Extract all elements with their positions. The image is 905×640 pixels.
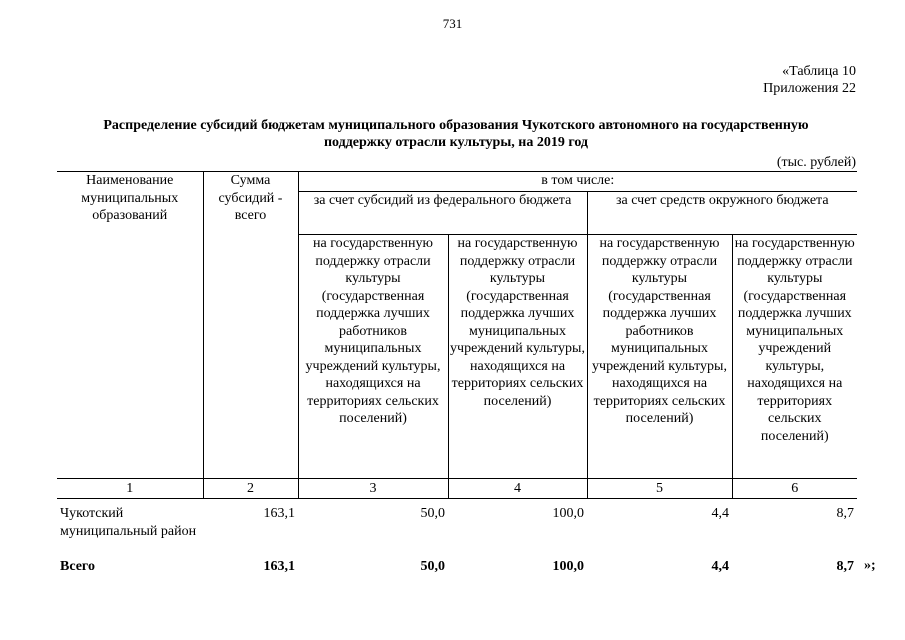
- header-col3: на государственную поддержку отрасли культуры (государственная поддержка лучших работников муниципальных учреждений культуры, находящихся на территориях сельских поселений): [298, 235, 448, 479]
- header-name: Наименование муниципальных образований: [57, 172, 203, 479]
- header-col4: на государственную поддержку отрасли культуры (государственная поддержка лучших муниципальных учреждений культуры, находящихся на территориях сельских поселений): [448, 235, 587, 479]
- total-col6: 8,7: [836, 559, 854, 574]
- header-federal-group: за счет субсидий из федерального бюджета: [298, 192, 587, 235]
- subsidy-table-body: [57, 505, 857, 576]
- row-total: 163,1: [263, 506, 295, 521]
- row-col5: 4,4: [711, 506, 729, 521]
- column-number: 1: [57, 479, 203, 499]
- header-including: в том числе:: [298, 172, 857, 192]
- column-number: 4: [448, 479, 587, 499]
- column-number: 5: [587, 479, 732, 499]
- table-row: [57, 505, 857, 558]
- row-col6: 8,7: [836, 506, 854, 521]
- header-district-group: за счет средств окружного бюджета: [587, 192, 857, 235]
- column-number: 2: [203, 479, 298, 499]
- document-title: [60, 117, 852, 151]
- row-col4: 100,0: [552, 506, 584, 521]
- appendix-reference: Приложения 22: [763, 81, 856, 96]
- row-name: Чукотский муниципальный район: [60, 506, 197, 539]
- subsidy-table-header: [57, 171, 857, 499]
- header-col6: на государственную поддержку отрасли культуры (государственная поддержка лучших муниципальных учреждений культуры, находящихся на территориях сельских поселений): [732, 235, 857, 479]
- column-number: 3: [298, 479, 448, 499]
- total-col5: 4,4: [711, 559, 729, 574]
- total-col3: 50,0: [420, 559, 445, 574]
- header-total: Сумма субсидий - всего: [203, 172, 298, 479]
- total-row: [57, 558, 857, 576]
- total-col4: 100,0: [552, 559, 584, 574]
- total-sum: 163,1: [263, 559, 295, 574]
- units-label: (тыс. рублей): [776, 155, 856, 170]
- title-line-1: Распределение субсидий бюджетам муниципального образования Чукотского автономного на государственную: [103, 118, 809, 133]
- row-col3: 50,0: [420, 506, 445, 521]
- closing-quote: »;: [864, 558, 876, 573]
- column-number: 6: [732, 479, 857, 499]
- title-line-2: поддержку отрасли культуры, на 2019 год: [323, 135, 589, 150]
- table-reference: «Таблица 10: [782, 64, 856, 79]
- header-col5: на государственную поддержку отрасли культуры (государственная поддержка лучших работников муниципальных учреждений культуры, находящихся на территориях сельских поселений): [587, 235, 732, 479]
- page-number: 731: [442, 16, 463, 31]
- total-name: Всего: [60, 559, 95, 574]
